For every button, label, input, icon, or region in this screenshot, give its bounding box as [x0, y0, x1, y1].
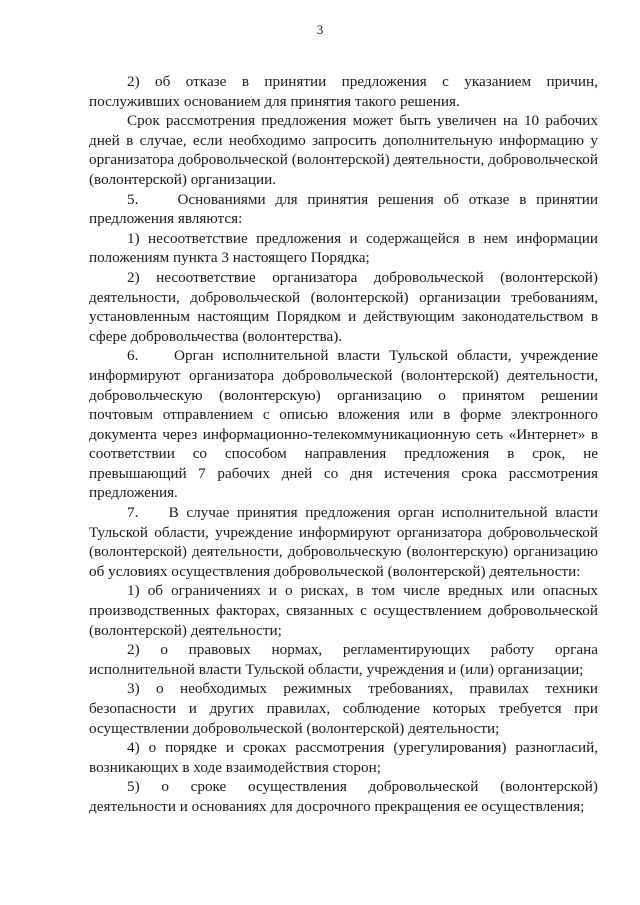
document-body	[89, 72, 598, 817]
page-number: 3	[316, 22, 324, 37]
paragraph-condition-2: 2) о правовых нормах, регламентирующих работу органа исполнительной власти Тульской области, учреждения и (или) организации;	[89, 641, 598, 678]
paragraph-condition-4: 4) о порядке и сроках рассмотрения (урегулирования) разногласий, возникающих в ходе взаимодействия сторон;	[89, 739, 598, 776]
paragraph-condition-1: 1) об ограничениях и о рисках, в том числе вредных или опасных производственных факторах, связанных с осуществлением добровольческой (волонтерской) деятельности;	[89, 582, 598, 639]
paragraph-refusal-ground-1: 1) несоответствие предложения и содержащейся в нем информации положениям пункта 3 настоящего Порядка;	[89, 229, 598, 267]
paragraph-condition-5: 5) о сроке осуществления добровольческой (волонтерской) деятельности и основаниях для досрочного прекращения ее осуществления;	[89, 778, 598, 815]
paragraph-review-period: Срок рассмотрения предложения может быть увеличен на 10 рабочих дней в случае, если необходимо запросить дополнительную информацию у организатора добровольческой (волонтерской) деятельности, добровольческой (волонтерской) организации.	[89, 112, 598, 188]
paragraph-refusal-ground-2: 2) несоответствие организатора добровольческой (волонтерской) деятельности, добровольческой (волонтерской) организации требованиям, установленным настоящим Порядком и действующим законодательством в сфере добровольчества (волонтерства).	[89, 268, 598, 345]
paragraph-condition-3: 3) о необходимых режимных требованиях, правилах техники безопасности и других правилах, соблюдение которых требуется при осуществлении добровольческой (волонтерской) деятельности;	[89, 680, 598, 737]
paragraph-section-7: 7. В случае принятия предложения орган исполнительной власти Тульской области, учреждение информируют организатора добровольческой (волонтерской) деятельности, добровольческую (волонтерскую) организацию об условиях осуществления добровольческой (волонтерской) деятельности:	[89, 504, 598, 580]
paragraph-section-6: 6. Орган исполнительной власти Тульской области, учреждение информируют организатора добровольческой (волонтерской) деятельности, добровольческую (волонтерскую) организацию о принятом решении почтовым отправлением с описью вложения или в форме электронного документа через информационно-телекоммуникационную сеть «Интернет» в соответствии со способом направления предложения в срок, не превышающий 7 рабочих дней со дня истечения срока рассмотрения предложения.	[89, 347, 598, 502]
paragraph-refusal-decision: 2) об отказе в принятии предложения с указанием причин, послуживших основанием для принятия такого решения.	[89, 73, 598, 110]
paragraph-section-5: 5. Основаниями для принятия решения об отказе в принятии предложения являются:	[89, 190, 598, 228]
